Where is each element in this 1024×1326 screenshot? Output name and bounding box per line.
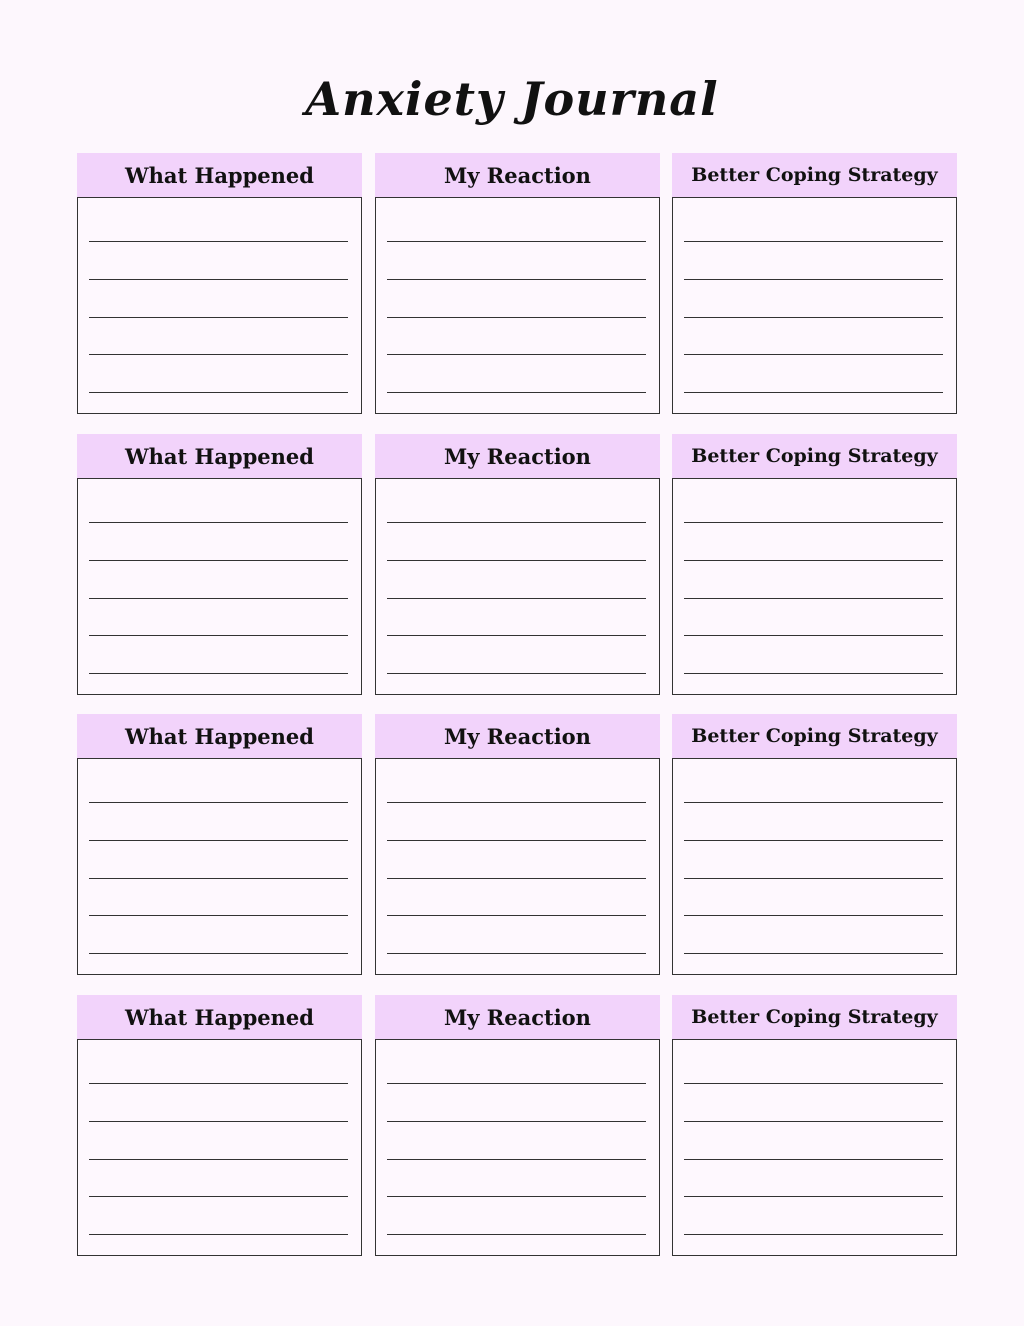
writing-line: [89, 915, 348, 916]
writing-area[interactable]: [375, 758, 660, 975]
page-title: Anxiety Journal: [305, 72, 719, 126]
writing-line: [684, 522, 943, 523]
writing-line: [684, 1196, 943, 1197]
journal-card: [375, 434, 660, 695]
writing-area[interactable]: [672, 197, 957, 414]
writing-line: [89, 317, 348, 318]
journal-card: [77, 434, 362, 695]
writing-line: [387, 598, 646, 599]
column-header: What Happened: [77, 995, 362, 1039]
journal-card: [375, 714, 660, 975]
journal-card: [375, 995, 660, 1256]
writing-line: [89, 354, 348, 355]
column-header: Better Coping Strategy: [672, 434, 957, 478]
writing-area[interactable]: [77, 478, 362, 695]
writing-line: [387, 953, 646, 954]
writing-line: [684, 953, 943, 954]
writing-line: [387, 392, 646, 393]
writing-area[interactable]: [672, 1039, 957, 1256]
writing-line: [89, 840, 348, 841]
column-header: Better Coping Strategy: [672, 714, 957, 758]
writing-area[interactable]: [375, 1039, 660, 1256]
journal-card: [375, 153, 660, 414]
writing-line: [684, 560, 943, 561]
writing-line: [89, 279, 348, 280]
journal-card: [672, 714, 957, 975]
writing-line: [684, 1159, 943, 1160]
writing-line: [684, 354, 943, 355]
column-header: My Reaction: [375, 434, 660, 478]
writing-area[interactable]: [672, 758, 957, 975]
writing-area[interactable]: [672, 478, 957, 695]
writing-area[interactable]: [375, 478, 660, 695]
writing-line: [387, 279, 646, 280]
journal-card: [77, 153, 362, 414]
writing-line: [387, 1083, 646, 1084]
writing-line: [89, 1159, 348, 1160]
writing-line: [387, 317, 646, 318]
writing-line: [387, 241, 646, 242]
writing-line: [684, 878, 943, 879]
writing-line: [684, 802, 943, 803]
writing-line: [684, 840, 943, 841]
writing-line: [89, 241, 348, 242]
writing-area[interactable]: [375, 197, 660, 414]
writing-line: [89, 673, 348, 674]
writing-line: [684, 1083, 943, 1084]
writing-line: [89, 1121, 348, 1122]
column-header: Better Coping Strategy: [672, 153, 957, 197]
writing-area[interactable]: [77, 1039, 362, 1256]
column-header: What Happened: [77, 434, 362, 478]
writing-line: [684, 1121, 943, 1122]
writing-line: [89, 635, 348, 636]
writing-line: [89, 953, 348, 954]
writing-line: [89, 1234, 348, 1235]
writing-line: [387, 1121, 646, 1122]
writing-line: [387, 635, 646, 636]
writing-area[interactable]: [77, 758, 362, 975]
writing-line: [387, 673, 646, 674]
writing-line: [684, 915, 943, 916]
writing-line: [684, 317, 943, 318]
column-header: My Reaction: [375, 714, 660, 758]
writing-line: [89, 1196, 348, 1197]
journal-card: [672, 434, 957, 695]
writing-line: [89, 522, 348, 523]
writing-line: [387, 878, 646, 879]
writing-line: [387, 1196, 646, 1197]
journal-card: [77, 995, 362, 1256]
writing-line: [684, 279, 943, 280]
writing-line: [387, 840, 646, 841]
writing-line: [684, 392, 943, 393]
writing-line: [684, 635, 943, 636]
column-header: My Reaction: [375, 153, 660, 197]
column-header: What Happened: [77, 714, 362, 758]
writing-line: [387, 915, 646, 916]
writing-line: [387, 522, 646, 523]
writing-line: [89, 598, 348, 599]
writing-line: [387, 1159, 646, 1160]
writing-line: [89, 1083, 348, 1084]
writing-line: [387, 802, 646, 803]
journal-card: [672, 153, 957, 414]
writing-line: [89, 802, 348, 803]
writing-line: [684, 241, 943, 242]
writing-line: [387, 1234, 646, 1235]
journal-card: [77, 714, 362, 975]
writing-line: [684, 1234, 943, 1235]
writing-line: [89, 392, 348, 393]
writing-line: [684, 673, 943, 674]
writing-area[interactable]: [77, 197, 362, 414]
column-header: What Happened: [77, 153, 362, 197]
writing-line: [89, 560, 348, 561]
writing-line: [387, 560, 646, 561]
writing-line: [387, 354, 646, 355]
column-header: Better Coping Strategy: [672, 995, 957, 1039]
writing-line: [684, 598, 943, 599]
writing-line: [89, 878, 348, 879]
journal-card: [672, 995, 957, 1256]
column-header: My Reaction: [375, 995, 660, 1039]
